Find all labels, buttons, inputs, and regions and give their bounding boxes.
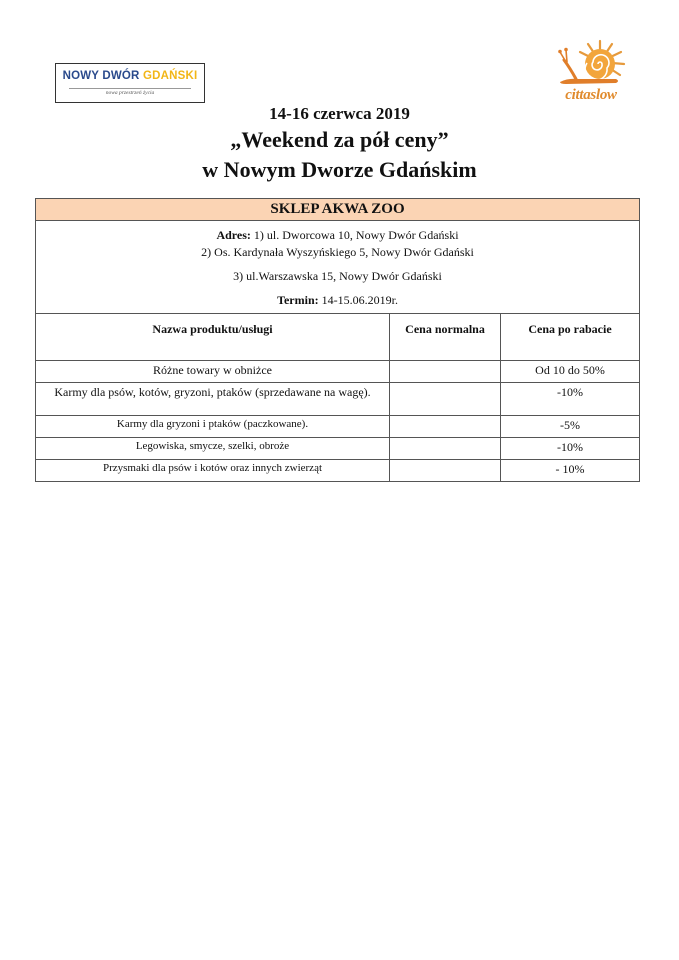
- table-row: [36, 460, 640, 482]
- event-title: „Weekend za pół ceny”: [230, 127, 449, 152]
- term-label: Termin:: [277, 292, 319, 307]
- address-label: Adres:: [216, 227, 251, 242]
- event-date: 14-16 czerwca 2019: [269, 104, 410, 123]
- discount-price: -10%: [501, 383, 640, 416]
- column-header-discount-price: Cena po rabacie: [501, 314, 640, 361]
- normal-price: [390, 416, 501, 438]
- logo-wordmark-part2: GDAŃSKI: [142, 70, 198, 82]
- cittaslow-wordmark: cittaslow: [565, 87, 617, 103]
- logo-divider: [69, 88, 191, 89]
- logo-wordmark: [55, 70, 205, 82]
- shop-info-row: [36, 221, 640, 314]
- product-name: Różne towary w obniżce: [36, 361, 390, 383]
- address-line-3: 3) ul.Warszawska 15, Nowy Dwór Gdański: [233, 268, 442, 283]
- event-location: w Nowym Dworze Gdańskim: [202, 157, 477, 182]
- table-row: [36, 416, 640, 438]
- table-row: [36, 383, 640, 416]
- product-name: Karmy dla gryzoni i ptaków (paczkowane).: [36, 416, 390, 438]
- offer-table: [35, 198, 640, 482]
- shop-info-cell: [36, 221, 640, 314]
- table-row: [36, 438, 640, 460]
- column-header-normal-price: Cena normalna: [390, 314, 501, 361]
- shop-header-row: [36, 199, 640, 221]
- discount-price: Od 10 do 50%: [501, 361, 640, 383]
- normal-price: [390, 438, 501, 460]
- normal-price: [390, 460, 501, 482]
- column-header-name: Nazwa produktu/usługi: [36, 314, 390, 361]
- shop-name: SKLEP AKWA ZOO: [36, 199, 640, 221]
- address-line-2: 2) Os. Kardynała Wyszyńskiego 5, Nowy Dwór Gdański: [201, 245, 474, 260]
- normal-price: [390, 361, 501, 383]
- discount-price: -10%: [501, 438, 640, 460]
- discount-price: -5%: [501, 416, 640, 438]
- product-name: Przysmaki dla psów i kotów oraz innych zwierząt: [36, 460, 390, 482]
- term-line: [36, 292, 639, 309]
- table-header-row: [36, 314, 640, 361]
- snail-logo-icon: [554, 38, 628, 90]
- discount-price: - 10%: [501, 460, 640, 482]
- product-name: Karmy dla psów, kotów, gryzoni, ptaków (sprzedawane na wagę).: [36, 383, 390, 416]
- normal-price: [390, 383, 501, 416]
- table-row: [36, 361, 640, 383]
- logo-frame: [55, 63, 205, 103]
- logo-tagline: nowa przestrzeń życia: [105, 90, 155, 96]
- cittaslow-logo: [552, 38, 630, 106]
- term-value: 14-15.06.2019r.: [321, 292, 398, 307]
- address-1: 1) ul. Dworcowa 10, Nowy Dwór Gdański: [253, 227, 459, 242]
- address-line-1: [36, 227, 639, 244]
- product-name: Legowiska, smycze, szelki, obroże: [36, 438, 390, 460]
- nowy-dwor-gdanski-logo: [55, 63, 205, 103]
- logo-wordmark-part1: NOWY DWÓR: [62, 70, 140, 82]
